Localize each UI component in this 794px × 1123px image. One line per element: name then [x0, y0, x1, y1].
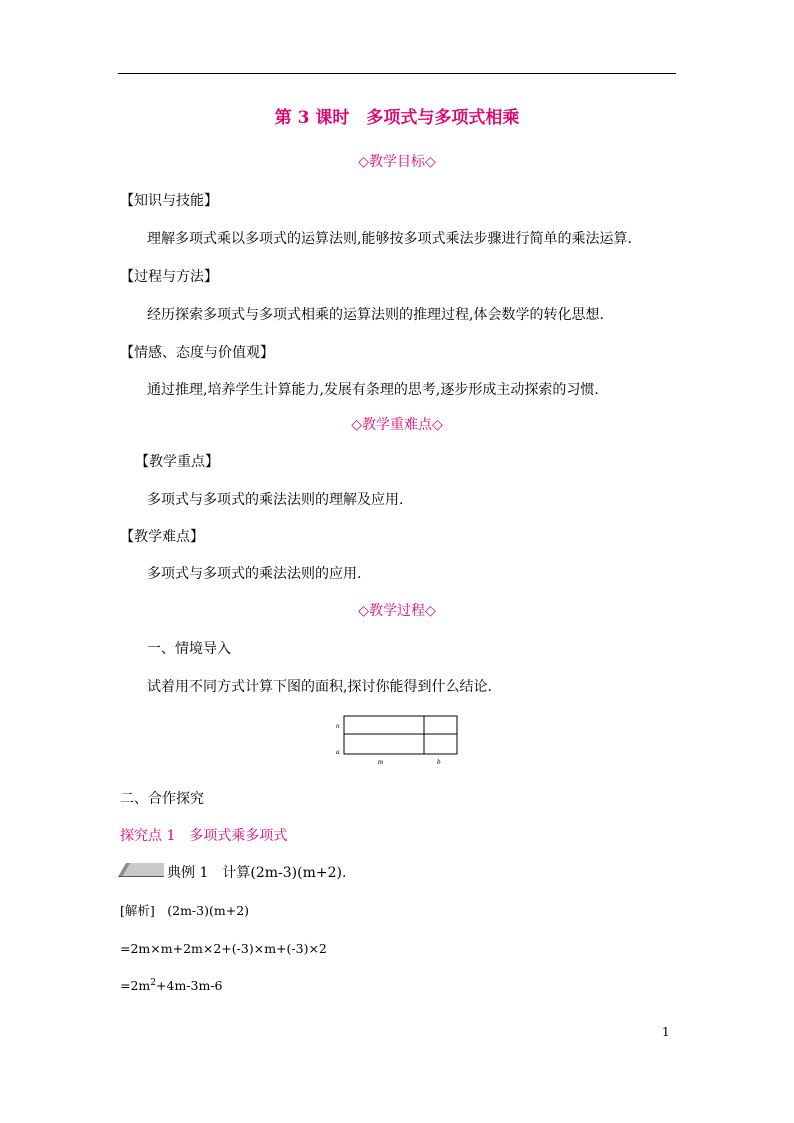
page-title: 第 3 课时 多项式与多项式相乘	[274, 108, 520, 128]
process-text: 经历探索多项式与多项式相乘的运算法则的推理过程,体会数学的转化思想.	[147, 307, 604, 323]
step-scenario-text: 试着用不同方式计算下图的面积,探讨你能得到什么结论.	[147, 679, 492, 695]
figure-outer-rect	[344, 716, 457, 754]
knowledge-text: 理解多项式乘以多项式的运算法则,能够按多项式乘法步骤进行简单的乘法运算.	[147, 231, 632, 247]
solution-line-2	[120, 977, 223, 995]
difficulty-heading: 【教学难点】	[120, 529, 204, 545]
section-process: ◇教学过程◇	[358, 603, 436, 619]
knowledge-heading: 【知识与技能】	[120, 193, 218, 209]
page-number: 1	[662, 1025, 670, 1039]
area-figure	[336, 714, 462, 768]
figure-label-m: m	[378, 758, 384, 766]
section-key-points: ◇教学重难点◇	[351, 417, 443, 433]
figure-label-n: n	[336, 722, 340, 730]
example-1: 典例 1 计算(2m-3)(m+2).	[167, 865, 347, 881]
attitude-text: 通过推理,培养学生计算能力,发展有条理的思考,逐步形成主动探索的习惯.	[147, 382, 599, 398]
focus-heading: 【教学重点】	[135, 454, 219, 470]
difficulty-text: 多项式与多项式的乘法法则的应用.	[147, 566, 362, 582]
focus-text: 多项式与多项式的乘法法则的理解及应用.	[147, 492, 404, 508]
section-objectives: ◇教学目标◇	[358, 154, 436, 170]
explore-point-heading: 探究点 1 多项式乘多项式	[120, 828, 288, 844]
header-rule	[118, 73, 676, 74]
step-cooperative: 二、合作探究	[120, 791, 204, 807]
analysis-label: [解析] (2m-3)(m+2)	[120, 903, 250, 918]
figure-label-a: a	[336, 748, 340, 756]
example-badge-icon	[118, 861, 164, 877]
attitude-heading: 【情感、态度与价值观】	[120, 345, 274, 361]
process-heading: 【过程与方法】	[120, 269, 218, 285]
solution-line-2-b: +4m-3m-6	[156, 978, 223, 993]
figure-label-b: b	[437, 758, 441, 766]
solution-line-2-a: =2m	[120, 978, 151, 993]
step-scenario: 一、情境导入	[147, 641, 231, 657]
solution-line-1: =2m×m+2m×2+(-3)×m+(-3)×2	[120, 941, 327, 956]
solution-line-2-exponent: 2	[150, 977, 157, 988]
